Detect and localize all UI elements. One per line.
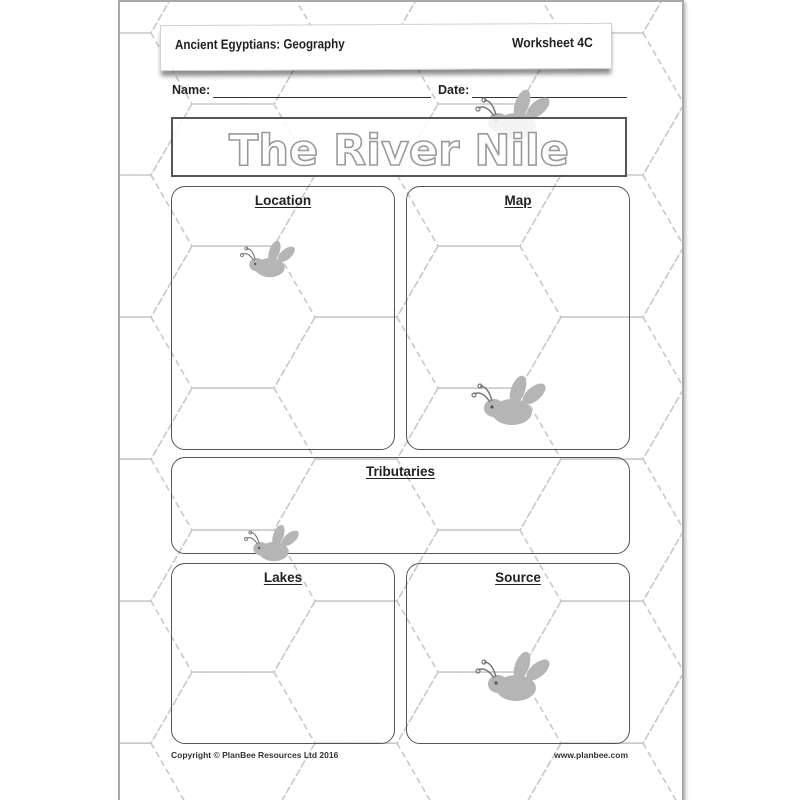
lakes-panel[interactable] (171, 563, 395, 744)
lakes-heading: Lakes (263, 570, 303, 585)
worksheet-topic: Ancient Egyptians: Geography (175, 36, 345, 53)
title-outline-text (173, 119, 625, 175)
name-field-line[interactable] (213, 97, 431, 98)
bee-icon (466, 372, 550, 434)
location-panel[interactable] (171, 186, 395, 450)
tributaries-heading: Tributaries (365, 464, 436, 479)
header-banner (160, 23, 612, 71)
bee-icon (236, 238, 298, 284)
bee-icon (470, 648, 554, 710)
name-date-row (172, 83, 632, 101)
source-heading: Source (495, 570, 541, 585)
worksheet-page (118, 0, 684, 800)
map-heading: Map (504, 193, 532, 208)
website-link[interactable]: www.planbee.com (554, 750, 628, 760)
copyright-notice: Copyright © PlanBee Resources Ltd 2016 (171, 750, 339, 760)
worksheet-number: Worksheet 4C (512, 34, 593, 51)
location-heading: Location (254, 193, 312, 208)
name-label: Name: (172, 83, 211, 97)
bee-icon (240, 522, 302, 568)
date-label: Date: (438, 83, 470, 97)
page-title: The River Nile (229, 126, 569, 175)
title-box (171, 117, 627, 177)
